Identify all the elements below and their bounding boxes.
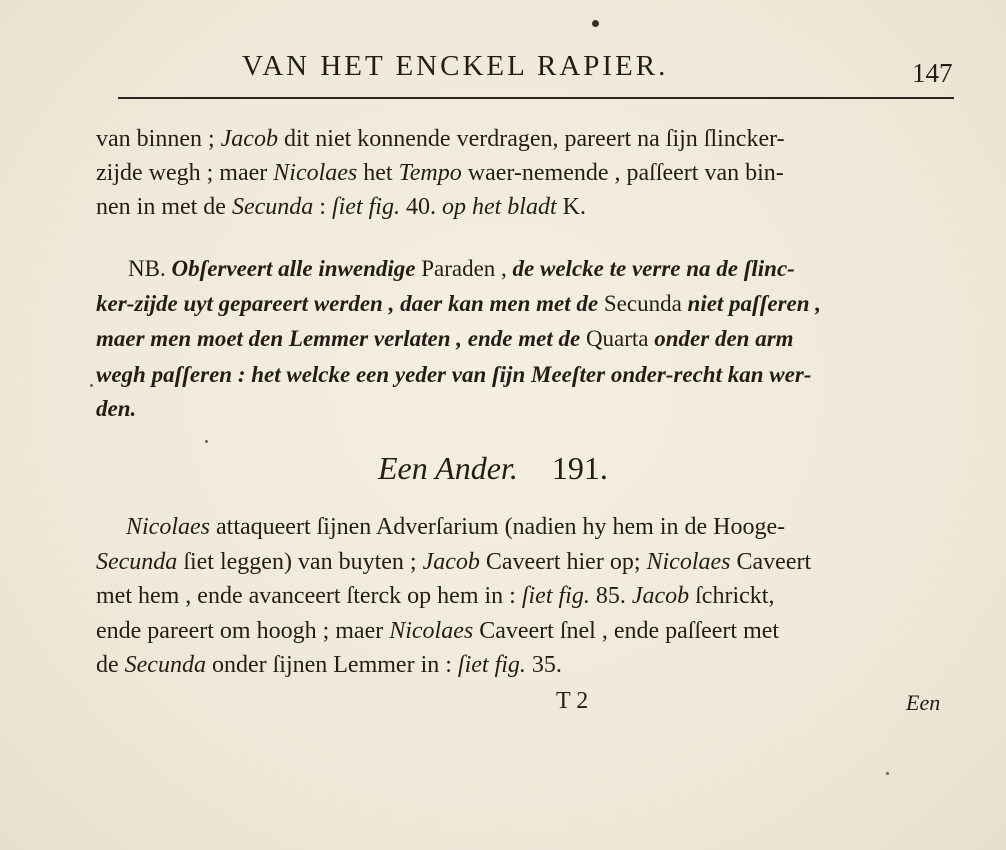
ink-dot <box>592 20 599 27</box>
name-jacob: Jacob <box>422 549 480 575</box>
text: onder den arm <box>654 326 794 351</box>
signature-mark: T 2 <box>556 688 589 714</box>
text: Caveert ſnel , ende paſſeert met <box>473 618 780 644</box>
text: nen in met de <box>96 194 232 220</box>
text: het <box>357 160 399 186</box>
term-secunda: Secunda <box>96 549 178 575</box>
text: van binnen ; <box>96 126 221 152</box>
text: den. <box>96 396 137 421</box>
text: dit niet konnende verdragen, pareert na ſijn ſlincker- <box>277 126 785 152</box>
name-jacob: Jacob <box>220 126 278 152</box>
nb-line5 <box>96 396 136 422</box>
para2-line2 <box>96 549 811 576</box>
term-secunda: Secunda <box>124 652 206 678</box>
text: Caveert hier op; <box>479 549 647 575</box>
term-secunda: Secunda <box>231 194 314 220</box>
para2-line5 <box>96 652 562 679</box>
text: ſchrickt, <box>689 583 775 609</box>
text: 85. <box>589 583 632 609</box>
running-title: VAN HET ENCKEL RAPIER. <box>242 50 669 82</box>
text: 40. <box>399 194 442 220</box>
para1-line3 <box>96 194 586 221</box>
para1-line1 <box>96 126 785 153</box>
name-nicolaes: Nicolaes <box>389 618 474 644</box>
paper-speck <box>886 772 889 775</box>
text: Obſerveert alle inwendige <box>171 256 416 281</box>
text: waer-nemende , paſſeert van bin- <box>461 160 784 186</box>
text: de welcke te verre na de ſlinc- <box>512 256 795 281</box>
text: Caveert <box>730 549 812 575</box>
section-heading <box>378 450 608 487</box>
text: attaqueert ſijnen Adverſarium (nadien hy hem in de Hooge- <box>210 514 786 540</box>
name-jacob: Jacob <box>631 583 690 609</box>
name-nicolaes: Nicolaes <box>273 160 358 186</box>
text: zijde wegh ; maer <box>96 160 274 186</box>
nb-label: NB. <box>128 256 172 281</box>
name-nicolaes: Nicolaes <box>126 514 210 540</box>
header-rule <box>118 97 954 99</box>
text: ſiet leggen) van buyten ; <box>177 549 423 575</box>
nb-line3 <box>96 326 794 352</box>
page-number: 147 <box>912 58 953 88</box>
text: met hem , ende avanceert ſterck op hem in : <box>96 583 522 609</box>
text: wegh paſſeren : het welcke een yeder van ſijn Meeſter onder-recht kan wer- <box>96 362 812 387</box>
text: de <box>96 652 125 678</box>
fig-reference: ſiet fig. <box>331 194 400 220</box>
nb-line2 <box>96 291 821 317</box>
term-quarta: Quarta <box>580 326 655 351</box>
nb-line4 <box>96 362 811 388</box>
para1-line2 <box>96 160 784 187</box>
section-number: 191. <box>551 450 608 486</box>
text: maer men moet den Lemmer verlaten , ende met de <box>96 326 581 351</box>
section-title: Een Ander. <box>378 450 518 486</box>
catchword: Een <box>906 690 941 715</box>
para2-line4 <box>96 618 779 645</box>
term-tempo: Tempo <box>398 160 462 186</box>
name-nicolaes: Nicolaes <box>646 549 731 575</box>
text: op het bladt <box>441 194 557 220</box>
text: onder ſijnen Lemmer in : <box>205 652 458 678</box>
text: ker-zijde uyt gepareert werden , daer kan men met de <box>96 291 599 316</box>
paper-speck <box>90 384 93 387</box>
term-secunda: Secunda <box>598 291 688 316</box>
para2-line3 <box>96 583 774 610</box>
text: niet paſſeren , <box>687 291 822 316</box>
text: : <box>313 194 332 220</box>
para2-line1 <box>126 514 785 541</box>
text: K. <box>556 194 586 220</box>
text: ende pareert om hoogh ; maer <box>96 618 390 644</box>
fig-reference: ſiet fig. <box>521 583 590 609</box>
nb-line1 <box>128 256 795 282</box>
fig-reference: ſiet fig. <box>457 652 526 678</box>
text: Paraden , <box>415 256 513 281</box>
paper-speck <box>205 440 208 443</box>
text: 35. <box>525 652 562 678</box>
